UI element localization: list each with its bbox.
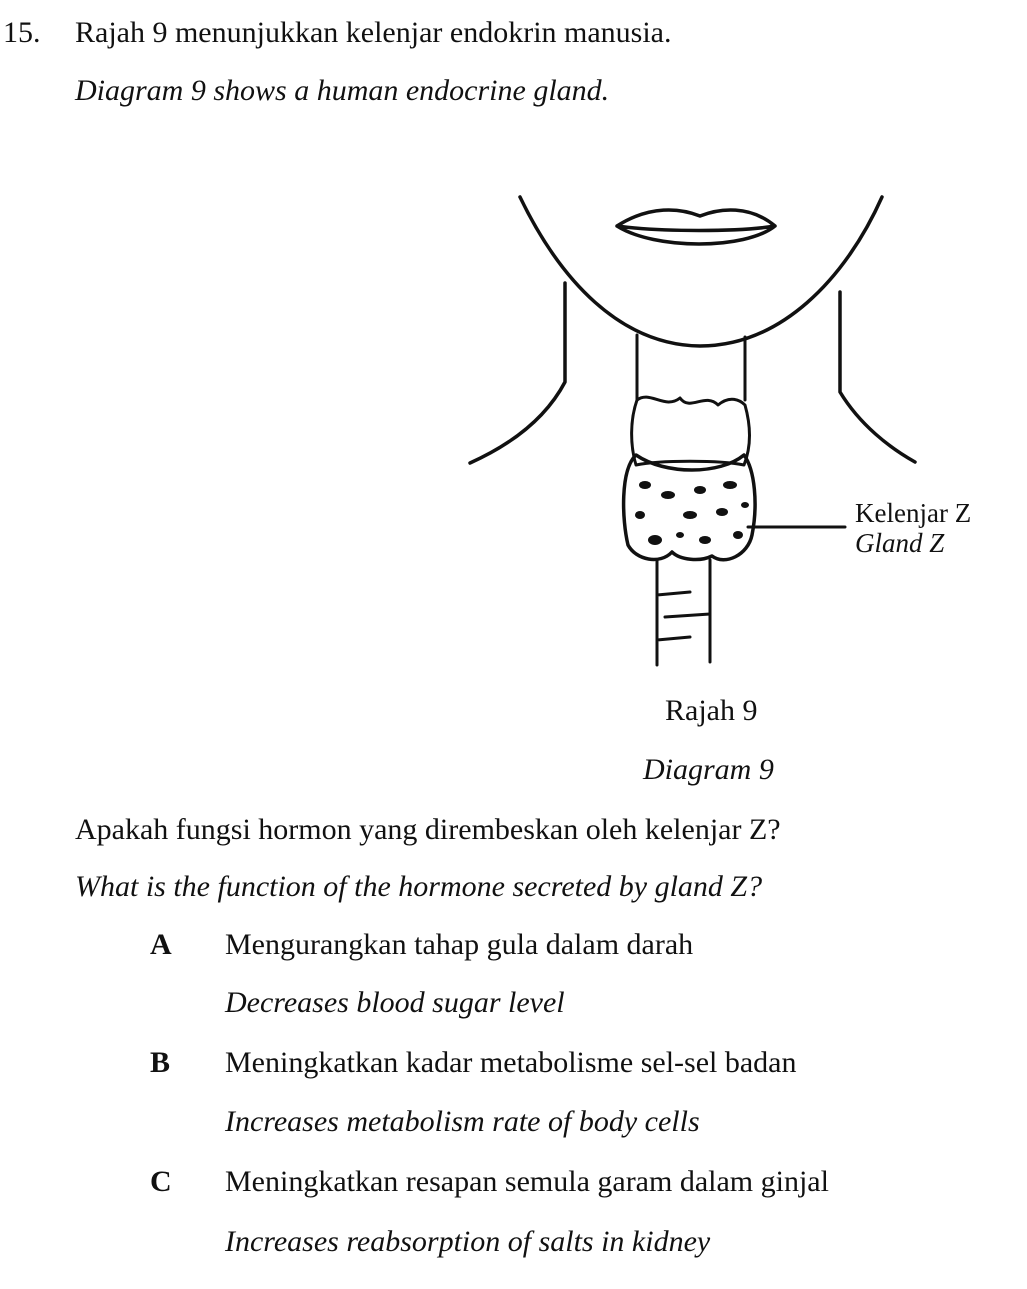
option-text-ms: Mengurangkan tahap gula dalam darah [225, 928, 694, 961]
gland-label-ms: Kelenjar Z [855, 498, 972, 528]
lips [617, 210, 775, 244]
question-stem-ms: Rajah 9 menunjukkan kelenjar endokrin manusia. [75, 16, 672, 49]
option-text-ms: Meningkatkan kadar metabolisme sel-sel badan [225, 1046, 797, 1079]
neck-left [470, 283, 565, 463]
option-letter: A [150, 928, 172, 961]
thyroid-texture [635, 481, 749, 545]
diagram-caption-en: Diagram 9 [643, 753, 774, 786]
question-prompt-en: What is the function of the hormone secreted by gland Z? [75, 870, 763, 903]
neck-right [840, 292, 915, 462]
diagram-caption-ms: Rajah 9 [665, 694, 758, 727]
option-text-en: Increases reabsorption of salts in kidney [225, 1225, 711, 1258]
thyroid-gland [624, 455, 755, 560]
option-text-en: Increases metabolism rate of body cells [225, 1105, 700, 1138]
question-stem-en: Diagram 9 shows a human endocrine gland. [75, 74, 610, 107]
option-text-en: Decreases blood sugar level [225, 986, 565, 1019]
question-prompt-ms: Apakah fungsi hormon yang dirembeskan oleh kelenjar Z? [75, 813, 781, 846]
question-number: 15. [3, 16, 41, 49]
trachea [657, 560, 710, 665]
face-outline [520, 197, 882, 346]
option-text-ms: Meningkatkan resapan semula garam dalam ginjal [225, 1165, 829, 1198]
larynx [632, 397, 750, 465]
option-letter: C [150, 1165, 172, 1198]
gland-label-en: Gland Z [855, 528, 945, 558]
option-letter: B [150, 1046, 171, 1079]
